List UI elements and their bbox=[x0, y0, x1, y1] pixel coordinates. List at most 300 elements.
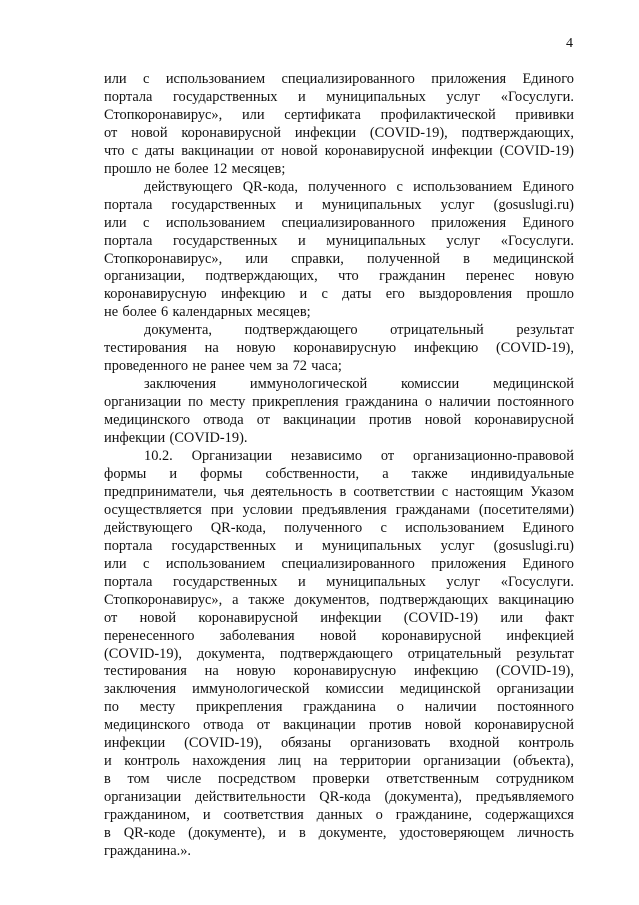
word: и bbox=[169, 465, 178, 482]
word: организационно-правовой bbox=[413, 448, 574, 465]
word: использованием bbox=[165, 214, 266, 231]
word: иммунологической bbox=[192, 681, 310, 698]
word: услуг bbox=[446, 232, 481, 249]
word: с bbox=[380, 519, 387, 536]
word: приложения bbox=[431, 555, 507, 572]
word: или bbox=[104, 555, 127, 572]
word: услуг bbox=[446, 573, 481, 590]
text-line bbox=[104, 646, 574, 664]
word: от bbox=[260, 142, 275, 159]
word: вакцинацию bbox=[498, 591, 574, 608]
word: посредством bbox=[218, 771, 296, 788]
word: организации bbox=[423, 753, 501, 770]
word: QR-кода, bbox=[242, 178, 298, 195]
word: (объекта), bbox=[513, 753, 574, 770]
word: за bbox=[276, 358, 289, 375]
word: настоящим bbox=[455, 483, 524, 500]
word: результат bbox=[516, 322, 574, 339]
word: территории bbox=[340, 753, 411, 770]
word: при bbox=[210, 501, 234, 518]
word: государственных bbox=[172, 573, 278, 590]
word: 12 bbox=[212, 160, 228, 177]
text-line bbox=[104, 735, 574, 753]
word: личность bbox=[517, 825, 574, 842]
word: или bbox=[500, 609, 523, 626]
word: результат bbox=[516, 645, 574, 662]
word: медицинской bbox=[399, 681, 481, 698]
word: факт bbox=[545, 609, 574, 626]
text-line bbox=[104, 286, 574, 304]
word: перенесенного bbox=[104, 627, 195, 644]
word: сертификата bbox=[284, 106, 361, 123]
text-line bbox=[104, 251, 574, 269]
word: полученной bbox=[366, 250, 440, 267]
word: организации bbox=[104, 789, 182, 806]
word: вакцинации bbox=[283, 412, 356, 429]
word: подтверждающего bbox=[279, 645, 393, 662]
word: муниципальных bbox=[321, 196, 422, 213]
text-line bbox=[104, 520, 574, 538]
text-line bbox=[104, 502, 574, 520]
word: муниципальных bbox=[326, 573, 426, 590]
text-line bbox=[104, 448, 574, 466]
word: вакцинации bbox=[181, 142, 254, 159]
word: «Госуслуги. bbox=[500, 88, 574, 105]
word: полученного bbox=[284, 519, 363, 536]
word: муниципальных bbox=[326, 232, 426, 249]
word: деятельность bbox=[251, 483, 333, 500]
text-line bbox=[104, 753, 574, 771]
word: новую bbox=[236, 663, 276, 680]
word: (COVID-19). bbox=[169, 430, 248, 447]
word: от bbox=[104, 609, 118, 626]
word: комиссии bbox=[401, 376, 460, 393]
word: и bbox=[202, 807, 211, 824]
word: государственных bbox=[171, 196, 277, 213]
word: также bbox=[411, 465, 448, 482]
word: организации bbox=[496, 681, 574, 698]
word: входной bbox=[449, 735, 500, 752]
word: с bbox=[321, 286, 328, 303]
word: (gosuslugi.ru) bbox=[493, 196, 574, 213]
word: услуг bbox=[446, 88, 481, 105]
word: специализированного bbox=[281, 214, 415, 231]
text-line bbox=[104, 466, 574, 484]
word: (gosuslugi.ru) bbox=[493, 537, 574, 554]
word: коронавирусной bbox=[381, 627, 482, 644]
word: числе bbox=[166, 771, 202, 788]
word: тестирования bbox=[104, 663, 187, 680]
word: медицинского bbox=[104, 412, 191, 429]
word: гражданина.». bbox=[104, 842, 192, 859]
word: (COVID-19), bbox=[104, 645, 182, 662]
word: и bbox=[299, 286, 308, 303]
word: (COVID-19) bbox=[403, 609, 479, 626]
word: гражданина bbox=[345, 394, 419, 411]
word: в bbox=[463, 250, 470, 267]
word: в bbox=[298, 825, 306, 842]
text-line bbox=[104, 322, 574, 340]
word: Единого bbox=[522, 555, 574, 572]
word: от bbox=[256, 412, 271, 429]
word: специализированного bbox=[281, 555, 415, 572]
word: портала bbox=[104, 232, 153, 249]
word: инфекцию bbox=[220, 286, 286, 303]
word: месту bbox=[209, 394, 246, 411]
word: новой bbox=[139, 609, 177, 626]
word: «Госуслуги. bbox=[500, 232, 574, 249]
word: портала bbox=[104, 88, 153, 105]
word: новую bbox=[534, 268, 574, 285]
text-line bbox=[104, 215, 574, 233]
word: документов, bbox=[294, 591, 370, 608]
word: (документе), bbox=[188, 825, 266, 842]
word: QR-коде bbox=[123, 825, 176, 842]
word: контроль bbox=[518, 735, 574, 752]
word: по bbox=[104, 699, 119, 716]
text-line bbox=[104, 574, 574, 592]
word: гражданами bbox=[395, 501, 470, 518]
word: проверки bbox=[312, 771, 370, 788]
text-line bbox=[104, 717, 574, 735]
word: от bbox=[104, 124, 118, 141]
word: не bbox=[192, 358, 207, 375]
word: инфекцию bbox=[413, 340, 479, 357]
word: его bbox=[385, 286, 405, 303]
text-line bbox=[104, 556, 574, 574]
word: 72 bbox=[292, 358, 307, 375]
word: или bbox=[241, 106, 265, 123]
word: Единого bbox=[522, 519, 574, 536]
word: инфекции bbox=[320, 609, 382, 626]
word: против bbox=[368, 717, 412, 734]
word: заключения bbox=[104, 681, 177, 698]
word: наличии bbox=[424, 699, 477, 716]
word: гражданине, bbox=[395, 807, 472, 824]
word: справки, bbox=[291, 250, 344, 267]
word: выздоровления bbox=[419, 286, 513, 303]
word: Организации bbox=[191, 448, 273, 465]
word: специализированного bbox=[281, 71, 415, 87]
word: коронавирусной bbox=[324, 142, 425, 159]
word: 6 bbox=[161, 304, 169, 321]
word: действующего bbox=[104, 519, 193, 536]
word: инфекцией bbox=[506, 627, 574, 644]
word: новую bbox=[236, 340, 276, 357]
word: обязаны bbox=[280, 735, 332, 752]
text-line bbox=[104, 628, 574, 646]
word: на bbox=[204, 340, 219, 357]
word: заключения bbox=[144, 376, 217, 393]
word: с bbox=[441, 483, 449, 500]
text-line bbox=[104, 376, 574, 394]
text-line bbox=[104, 233, 574, 251]
word: независимо bbox=[290, 448, 363, 465]
word: не bbox=[104, 304, 119, 321]
word: тестирования bbox=[104, 340, 187, 357]
word: отрицательный bbox=[407, 645, 502, 662]
word: профилактической bbox=[380, 106, 496, 123]
word: а bbox=[382, 465, 389, 482]
word: коронавирусной bbox=[474, 717, 574, 734]
word: том bbox=[127, 771, 150, 788]
text-line bbox=[104, 592, 574, 610]
word: прививки bbox=[515, 106, 574, 123]
word: заболевания bbox=[219, 627, 295, 644]
word: QR-кода bbox=[319, 789, 371, 806]
word: государственных bbox=[172, 88, 278, 105]
word: инфекции bbox=[431, 142, 493, 159]
word: отрицательный bbox=[390, 322, 484, 339]
word: перенес bbox=[465, 268, 515, 285]
word: формы bbox=[200, 465, 243, 482]
text-line bbox=[104, 358, 574, 376]
word: постоянного bbox=[497, 394, 574, 411]
word: также bbox=[248, 591, 285, 608]
word: инфекцию bbox=[413, 663, 479, 680]
word: Единого bbox=[522, 71, 574, 87]
word: календарных bbox=[172, 304, 253, 321]
word: Указом bbox=[530, 483, 574, 500]
word: постоянного bbox=[497, 699, 574, 716]
word: приложения bbox=[431, 214, 507, 231]
word: не bbox=[155, 160, 170, 177]
text-line bbox=[104, 771, 574, 789]
word: и bbox=[298, 88, 306, 105]
word: а bbox=[232, 591, 239, 608]
text-line bbox=[104, 538, 574, 556]
word: на bbox=[313, 753, 328, 770]
word: чья bbox=[223, 483, 245, 500]
word: против bbox=[368, 412, 412, 429]
word: прикрепления bbox=[252, 394, 339, 411]
word: вакцинации bbox=[283, 717, 356, 734]
word: использованием bbox=[413, 178, 513, 195]
word: новой bbox=[281, 142, 318, 159]
word: на bbox=[204, 663, 219, 680]
word: месту bbox=[139, 699, 176, 716]
word: государственных bbox=[172, 232, 278, 249]
text-line bbox=[104, 143, 574, 161]
word: чем bbox=[249, 358, 272, 375]
word: предъявляемого bbox=[475, 789, 574, 806]
word: (посетителями) bbox=[478, 501, 574, 518]
word: лиц bbox=[278, 753, 301, 770]
word: услуг bbox=[440, 196, 475, 213]
word: даты bbox=[342, 286, 372, 303]
word: новой bbox=[424, 412, 462, 429]
word: с bbox=[131, 142, 138, 159]
word: действующего bbox=[144, 178, 233, 195]
text-line bbox=[104, 430, 574, 448]
text-line bbox=[104, 340, 574, 358]
word: QR-кода, bbox=[210, 519, 266, 536]
word: удостоверяющем bbox=[399, 825, 505, 842]
word: в bbox=[104, 771, 111, 788]
word: даты bbox=[144, 142, 175, 159]
word: коронавирусной bbox=[181, 124, 282, 141]
word: услуг bbox=[440, 537, 475, 554]
word: новой bbox=[424, 717, 462, 734]
word: с bbox=[143, 71, 150, 87]
word: (COVID-19), bbox=[184, 735, 263, 752]
word: использованием bbox=[165, 555, 266, 572]
word: прикрепления bbox=[196, 699, 283, 716]
word: ранее bbox=[210, 358, 245, 375]
word: документе, bbox=[318, 825, 387, 842]
word: гражданин bbox=[379, 268, 446, 285]
word: соответствии bbox=[353, 483, 435, 500]
word: от bbox=[380, 448, 395, 465]
word: нахождения bbox=[192, 753, 266, 770]
word: месяцев; bbox=[231, 160, 286, 177]
word: портала bbox=[104, 573, 153, 590]
word: (документа), bbox=[384, 789, 463, 806]
word: и bbox=[298, 573, 306, 590]
word: условии bbox=[242, 501, 293, 518]
word: и bbox=[298, 232, 306, 249]
text-line bbox=[104, 304, 574, 322]
text-line bbox=[104, 71, 574, 89]
word: (COVID-19), bbox=[369, 124, 448, 141]
word: (COVID-19) bbox=[499, 142, 574, 159]
word: содержащихся bbox=[484, 807, 574, 824]
word: 10.2. bbox=[144, 448, 173, 465]
word: «Госуслуги. bbox=[500, 573, 574, 590]
word: коронавирусную bbox=[293, 340, 397, 357]
text-line bbox=[104, 610, 574, 628]
word: медицинской bbox=[493, 250, 574, 267]
word: инфекции bbox=[294, 124, 357, 141]
word: документа, bbox=[196, 645, 265, 662]
text-line bbox=[104, 107, 574, 125]
word: прошло bbox=[104, 160, 152, 177]
word: что bbox=[338, 268, 359, 285]
word: или bbox=[245, 250, 268, 267]
word: новой bbox=[319, 627, 357, 644]
text-line bbox=[104, 179, 574, 197]
word: комиссии bbox=[325, 681, 384, 698]
word: Единого bbox=[522, 178, 574, 195]
word: наличии bbox=[438, 394, 491, 411]
word: о bbox=[424, 394, 433, 411]
text-line bbox=[104, 125, 574, 143]
word: контроль bbox=[124, 753, 180, 770]
word: в bbox=[339, 483, 347, 500]
word: собственности, bbox=[265, 465, 360, 482]
word: о bbox=[396, 699, 404, 716]
text-line bbox=[104, 161, 574, 179]
word: отвода bbox=[203, 412, 244, 429]
word: или bbox=[104, 71, 127, 87]
word: портала bbox=[104, 537, 153, 554]
word: предъявления bbox=[301, 501, 387, 518]
word: портала bbox=[104, 196, 153, 213]
word: соответствия bbox=[223, 807, 304, 824]
word: индивидуальные bbox=[470, 465, 574, 482]
word: (COVID-19), bbox=[496, 340, 574, 357]
word: по bbox=[188, 394, 203, 411]
word: Стопкоронавирус», bbox=[104, 250, 223, 267]
word: прошло bbox=[526, 286, 574, 303]
word: коронавирусной bbox=[198, 609, 298, 626]
document-body bbox=[104, 71, 574, 861]
word: более bbox=[174, 160, 209, 177]
word: приложения bbox=[431, 71, 507, 87]
word: гражданином, bbox=[104, 807, 190, 824]
word: о bbox=[375, 807, 383, 824]
text-line bbox=[104, 89, 574, 107]
word: подтверждающего bbox=[244, 322, 358, 339]
word: и bbox=[104, 753, 112, 770]
word: ответственным bbox=[386, 771, 480, 788]
word: муниципальных bbox=[321, 537, 422, 554]
word: данных bbox=[316, 807, 363, 824]
word: коронавирусную bbox=[293, 663, 397, 680]
word: (COVID-19), bbox=[496, 663, 574, 680]
word: и bbox=[278, 825, 287, 842]
text-line bbox=[104, 663, 574, 681]
word: Стопкоронавирус», bbox=[104, 106, 223, 123]
word: медицинской bbox=[492, 376, 574, 393]
word: с bbox=[143, 555, 150, 572]
word: действительности bbox=[194, 789, 306, 806]
word: коронавирусной bbox=[474, 412, 574, 429]
word: формы bbox=[104, 465, 147, 482]
text-line bbox=[104, 789, 574, 807]
page-number: 4 bbox=[566, 36, 573, 51]
word: в bbox=[104, 825, 111, 842]
word: или bbox=[104, 214, 127, 231]
text-line bbox=[104, 268, 574, 286]
word: полученного bbox=[308, 178, 387, 195]
text-line bbox=[104, 843, 574, 861]
word: организации bbox=[104, 394, 182, 411]
word: и bbox=[295, 196, 303, 213]
text-line bbox=[104, 394, 574, 412]
word: использованием bbox=[165, 71, 266, 87]
word: Стопкоронавирус», bbox=[104, 591, 223, 608]
word: с bbox=[396, 178, 403, 195]
word: документа, bbox=[144, 322, 212, 339]
text-line bbox=[104, 484, 574, 502]
word: организации, bbox=[104, 268, 185, 285]
text-line bbox=[104, 412, 574, 430]
word: Единого bbox=[522, 214, 574, 231]
word: более bbox=[122, 304, 157, 321]
word: проведенного bbox=[104, 358, 189, 375]
word: новой bbox=[131, 124, 168, 141]
word: медицинского bbox=[104, 717, 191, 734]
word: инфекции bbox=[104, 430, 166, 447]
word: что bbox=[104, 142, 125, 159]
word: муниципальных bbox=[326, 88, 426, 105]
word: подтверждающих bbox=[379, 591, 489, 608]
word: от bbox=[256, 717, 271, 734]
word: коронавирусную bbox=[104, 286, 207, 303]
word: государственных bbox=[171, 537, 277, 554]
text-line bbox=[104, 825, 574, 843]
word: предприниматели, bbox=[104, 483, 217, 500]
word: месяцев; bbox=[256, 304, 311, 321]
word: гражданина bbox=[303, 699, 376, 716]
word: иммунологической bbox=[249, 376, 368, 393]
word: осуществляется bbox=[104, 501, 202, 518]
text-line bbox=[104, 699, 574, 717]
text-line bbox=[104, 807, 574, 825]
word: часа; bbox=[311, 358, 342, 375]
word: подтверждающих, bbox=[461, 124, 574, 141]
